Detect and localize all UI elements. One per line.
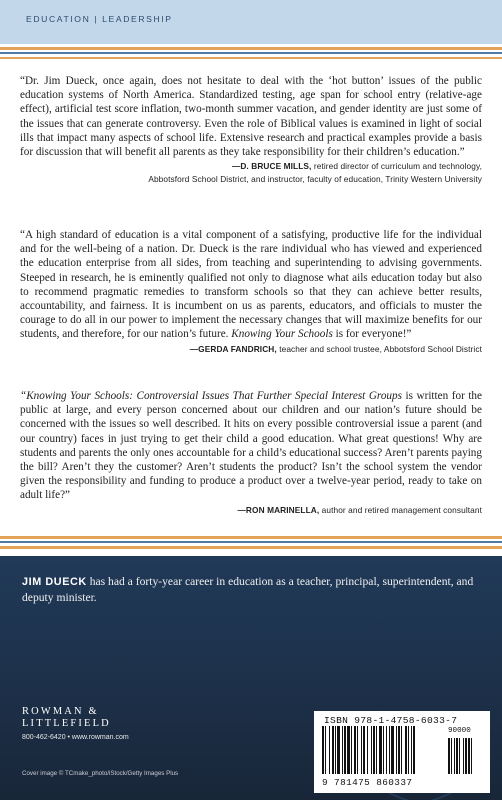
barcode-bar xyxy=(371,726,372,774)
barcode-bar xyxy=(413,726,415,774)
barcode-bar xyxy=(398,726,400,774)
barcode-bar xyxy=(383,726,384,774)
barcode-bar xyxy=(411,726,412,774)
barcode-bar xyxy=(405,726,407,774)
barcode-bar xyxy=(351,726,352,774)
barcode-bar xyxy=(335,726,336,774)
endorsement-1 xyxy=(20,74,482,185)
endorser-name: —RON MARINELLA, xyxy=(237,504,320,515)
endorsement-text: “Dr. Jim Dueck, once again, does not hesitate to deal with the ‘hot button’ issues of the public education systems of North America. Standardized testing, age span for school entry (relative-age effect), artificial test score inflation, two-month summer vacation, and gender identity are just some of the issues that can generate controversy. Even the role of Biblical values is examined in light of social ills that impact many aspects of school life. Extensive research and practical examples provide a basis for discussion that will benefit all parents as they take responsibility for their children’s education.” xyxy=(20,75,482,159)
endorsement-text-main: “A high standard of education is a vital component of a satisfying, productive life for the individual and for the well-being of a nation. Dr. Dueck is the rare individual who has viewed and experienced the education enterprise from all sides, from teaching and superintending to advising governments. Steeped in research, he is eminently qualified not only to diagnose what ails education today but also to recommend pragmatic remedies to transform schools so that they can achieve better results, accountability, and fairness. It is incumbent on us as parents, educators, and officials to muster the courage to do all in our power to implement the necessary changes that will maximize benefits for our students, and therefore, for our nation’s future. xyxy=(20,229,482,341)
barcode-bar xyxy=(342,726,343,774)
barcode-bar xyxy=(376,726,377,774)
barcode-bar xyxy=(354,726,356,774)
barcode-bar xyxy=(401,726,402,774)
barcode-bar xyxy=(373,726,375,774)
cover-image-credit: Cover image © TCmake_photo/iStock/Getty Images Plus xyxy=(22,770,179,777)
endorsement-text xyxy=(20,228,482,342)
barcode-bar xyxy=(329,726,330,774)
endorser-role-line2: Abbotsford School District, and instructor, faculty of education, Trinity Western University xyxy=(148,173,482,184)
barcode-digits: 9 781475 860337 xyxy=(322,777,413,788)
publisher-contact: 800-462-6420 • www.rowman.com xyxy=(22,734,129,741)
endorser-name: —GERDA FANDRICH, xyxy=(189,343,277,354)
barcode-bar xyxy=(322,726,324,774)
barcode-addon-bar xyxy=(459,738,460,774)
barcode-addon-bar xyxy=(456,738,458,774)
barcode-bar xyxy=(337,726,340,774)
endorser-name: —D. BRUCE MILLS, xyxy=(231,161,312,172)
barcode-bar xyxy=(391,726,394,774)
barcode-bar xyxy=(386,726,387,774)
publisher-logo xyxy=(22,706,152,729)
barcode-bar xyxy=(408,726,409,774)
barcode-addon-bar xyxy=(468,738,470,774)
author-bio-text: has had a forty-year career in education as a teacher, principal, superintendent, and deputy minister. xyxy=(22,575,474,605)
category-label: EDUCATION | LEADERSHIP xyxy=(26,14,173,24)
barcode-addon-bar xyxy=(465,738,467,774)
author-bio xyxy=(22,574,482,605)
bottom-decorative-stripes xyxy=(0,532,502,556)
barcode-bar xyxy=(332,726,334,774)
endorsement-3 xyxy=(20,389,482,516)
endorser-role: retired director of curriculum and technology, xyxy=(313,161,482,172)
barcode-addon-bar xyxy=(448,738,450,774)
barcode-addon-bar xyxy=(454,738,455,774)
barcode-bar xyxy=(357,726,358,774)
endorsement-text-tail: is for everyone!” xyxy=(332,328,412,341)
isbn-text: ISBN 978-1-4758-6033-7 xyxy=(324,715,458,726)
barcode-label xyxy=(314,711,490,793)
barcode-bar xyxy=(361,726,362,774)
endorser-role: teacher and school trustee, Abbotsford School District xyxy=(279,343,482,354)
endorsement-attribution xyxy=(20,504,482,517)
barcode-bar xyxy=(363,726,365,774)
top-band xyxy=(0,0,502,44)
barcode-addon-bar xyxy=(451,738,452,774)
barcode-bar xyxy=(344,726,346,774)
endorsement-text-main: is written for the public at large, and every person concerned about our children and our nation’s future should be concerned with the issues so well described. It hits on every possible controversial issue a parent (and our country) faces in just trying to get their child a good education. What great questions! Why are students and parents the only ones accountable for a child’s educational success? Aren’t parents paying the bill? Aren’t they the customer? Aren’t students the product? Isn’t the school system the vendor given the responsibility and funding to produce a product over a twelve-year period, ready to take on adult life?” xyxy=(20,390,482,502)
publisher-name-line1: ROWMAN & xyxy=(22,706,99,717)
endorsement-attribution xyxy=(20,343,482,356)
barcode-bar xyxy=(396,726,397,774)
author-name: JIM DUECK xyxy=(22,576,87,588)
barcode-bar xyxy=(389,726,390,774)
book-title-italic: “Knowing Your Schools: Controversial Issues That Further Special Interest Groups xyxy=(20,390,402,402)
barcode-bar xyxy=(367,726,368,774)
publisher-name-line2: LITTLEFIELD xyxy=(22,717,111,729)
barcode-addon-bar xyxy=(471,738,472,774)
barcode-bar xyxy=(379,726,382,774)
endorsements xyxy=(0,64,502,532)
barcode-bar xyxy=(325,726,326,774)
bottom-panel xyxy=(0,556,502,800)
endorsement-text xyxy=(20,389,482,503)
book-title-italic: Knowing Your Schools xyxy=(231,328,333,341)
barcode-price-code: 90000 xyxy=(448,727,471,735)
endorser-role: author and retired management consultant xyxy=(321,504,482,515)
barcode-bars xyxy=(322,726,482,776)
endorsement-2 xyxy=(20,228,482,355)
barcode-bar xyxy=(347,726,350,774)
top-decorative-stripes xyxy=(0,44,502,64)
barcode-addon-bar xyxy=(463,738,464,774)
endorsement-attribution xyxy=(20,160,482,185)
